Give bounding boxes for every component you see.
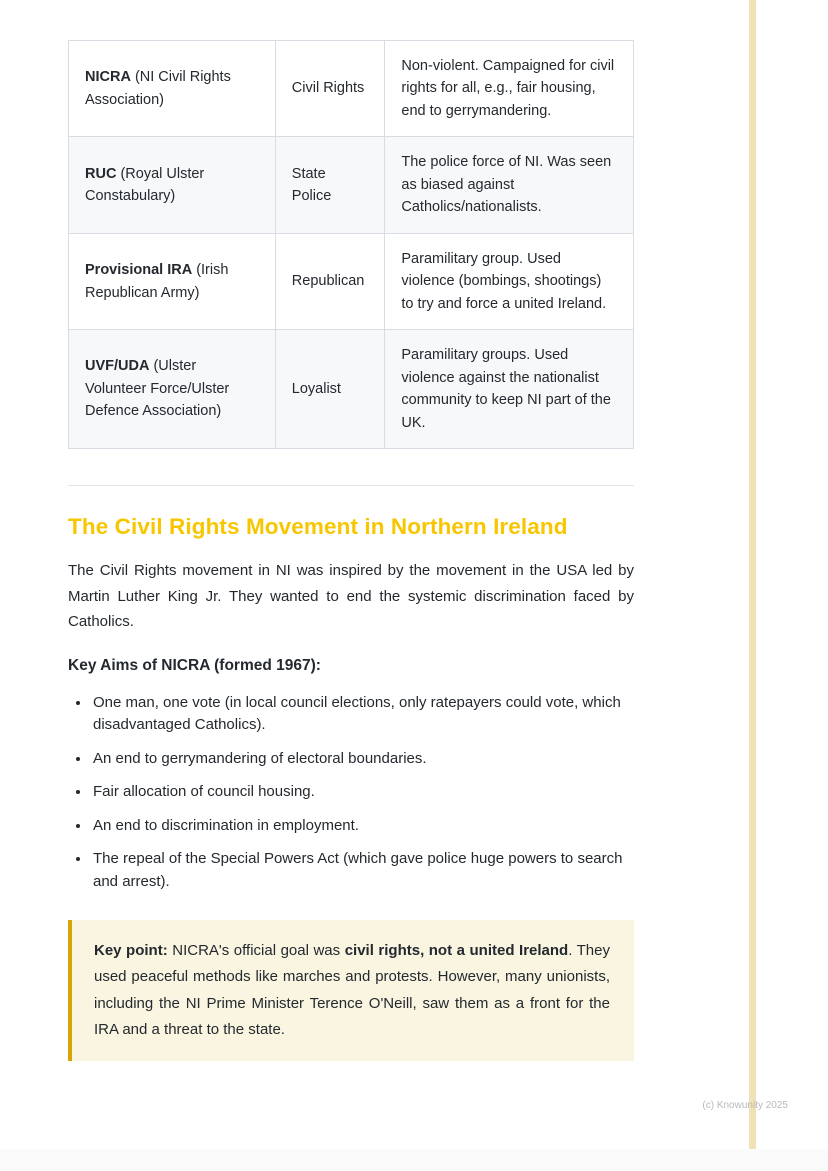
keypoint-label: Key point: [94, 942, 168, 960]
group-name-cell [69, 330, 276, 449]
section-heading: The Civil Rights Movement in Northern Ireland [68, 514, 568, 540]
group-name-rest: (Irish Republican Army) [85, 262, 229, 301]
intro-paragraph: The Civil Rights movement in NI was inspired by the movement in the USA led by Martin Luther King Jr. They wanted to end the systemic discrimination faced by Catholics. [68, 562, 634, 631]
group-type-cell: Republican [275, 233, 385, 329]
watermark: (c) Knowunity 2025 [702, 1100, 788, 1111]
group-description-cell: Paramilitary group. Used violence (bombings, shootings) to try and force a united Ireland. [385, 233, 634, 329]
page-edge-stripe [749, 0, 756, 1171]
table-row [69, 41, 634, 137]
table-row [69, 330, 634, 449]
group-description-cell: Paramilitary groups. Used violence against the nationalist community to keep NI part of the UK. [385, 330, 634, 449]
group-type-cell: Civil Rights [275, 41, 385, 137]
list-item: • One man, one vote (in local council elections, only ratepayers could vote, which disadvantaged Catholics). [91, 692, 634, 737]
group-name-rest: (Royal Ulster Constabulary) [85, 165, 205, 205]
keypoint-box [68, 920, 634, 1061]
group-name-cell [69, 233, 276, 329]
group-description-cell: The police force of NI. Was seen as biased against Catholics/nationalists. [385, 137, 634, 233]
group-name-bold: Provisional IRA [85, 262, 193, 279]
group-type-cell: State Police [275, 137, 385, 233]
group-description-cell: Non-violent. Campaigned for civil rights for all, e.g., fair housing, end to gerrymandering. [385, 41, 634, 137]
table-row [69, 233, 634, 329]
keypoint-text-2: . They used peaceful methods like marches and protests. However, many unionists, including the NI Prime Minister Terence O'Neill, saw them as a front for the IRA and a threat to the state. [94, 942, 610, 1038]
page-bottom-edge [0, 1149, 828, 1171]
groups-table [68, 40, 634, 449]
group-name-bold: NICRA [85, 69, 131, 86]
list-item: • An end to discrimination in employment. [91, 815, 634, 838]
aims-heading: Key Aims of NICRA (formed 1967): [68, 656, 321, 674]
document-content [68, 40, 634, 1061]
table-row [69, 137, 634, 233]
group-name-rest: (Ulster Volunteer Force/Ulster Defence Association) [85, 358, 230, 420]
group-name-rest: (NI Civil Rights Association) [85, 69, 231, 108]
group-name-cell [69, 41, 276, 137]
group-name-cell [69, 137, 276, 233]
aims-list [68, 692, 634, 894]
list-item: • An end to gerrymandering of electoral boundaries. [91, 748, 634, 771]
section-divider [68, 485, 634, 486]
group-name-bold: UVF/UDA [85, 358, 150, 375]
list-item: • The repeal of the Special Powers Act (which gave police huge powers to search and arrest). [91, 848, 634, 893]
group-type-cell: Loyalist [275, 330, 385, 449]
keypoint-text-1: NICRA's official goal was [167, 942, 345, 960]
group-name-bold: RUC [85, 165, 117, 182]
keypoint-bold-phrase: civil rights, not a united Ireland [344, 942, 569, 960]
list-item: • Fair allocation of council housing. [91, 781, 634, 804]
